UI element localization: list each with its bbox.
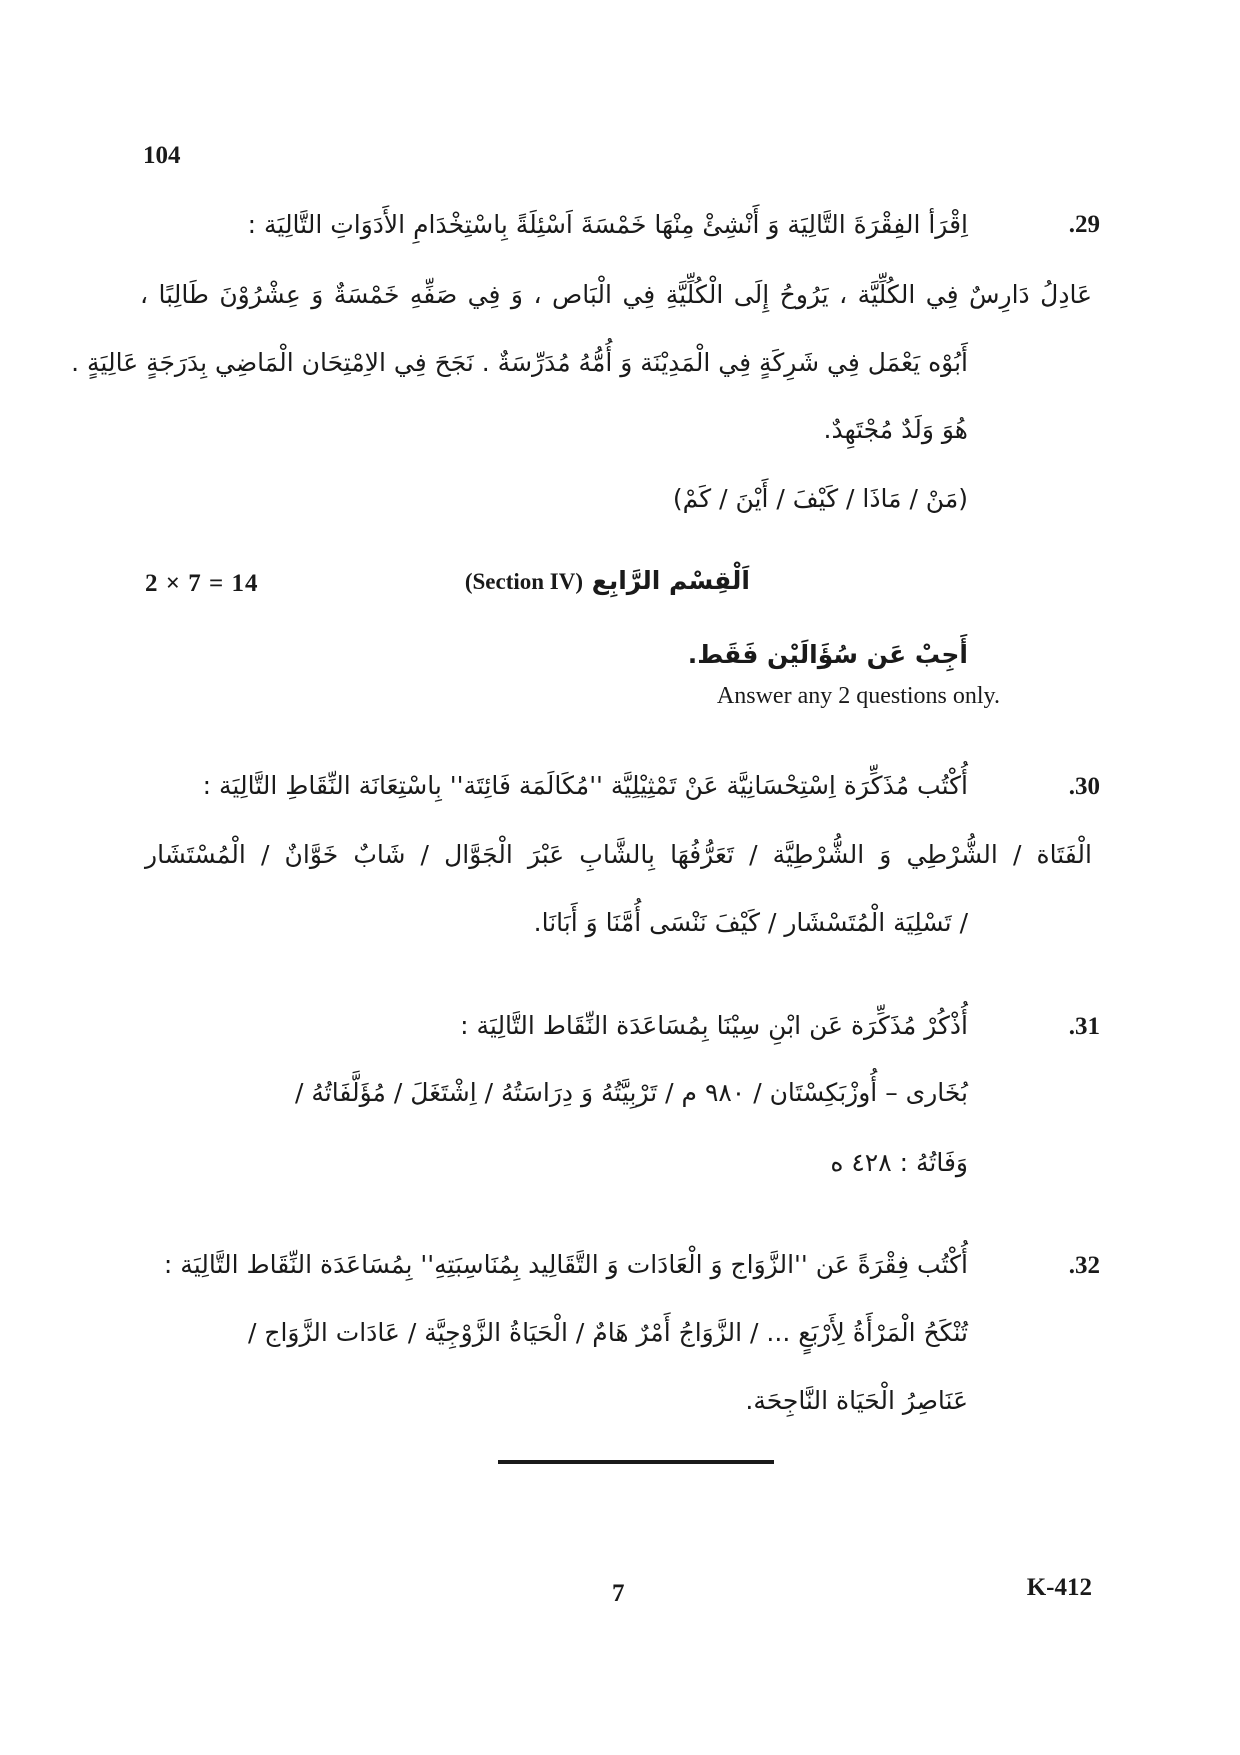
q30-prompt: أُكْتُب مُذَكِّرَة اِسْتِحْسَانِيَّة عَنْ تَمْثِيْلِيَّة ''مُكَالَمَة فَائِتَة'' بِاسْتِعَانَة النِّقَاطِ التَّالِيَة : xyxy=(202,771,968,800)
section-title xyxy=(465,566,750,595)
page-code: 104 xyxy=(143,142,181,169)
q32-prompt: أُكْتُب فِقْرَةً عَن ''الزَّوَاج وَ الْعَادَات وَ التَّقَالِيد بِمُنَاسِبَتِهِ'' بِمُسَاعَدَة النِّقَاط التَّالِيَة : xyxy=(163,1250,968,1279)
q30-line-1: الْفَتَاة / الشُّرْطِي وَ الشُّرْطِيَّة / تَعَرُّفُهَا بِالشَّابِ عَبْرَ الْجَوَّال / شَابٌ خَوَّانٌ / الْمُسْتَشَار xyxy=(145,840,1092,869)
q32-line-2: عَنَاصِرُ الْحَيَاة النَّاجِحَة. xyxy=(745,1386,968,1415)
section-marks: 2 × 7 = 14 xyxy=(145,570,259,597)
q31-line-1: بُخَارى – أُوزْبَكِسْتَان / ٩٨٠ م / تَرْبِيَّتُهُ وَ دِرَاسَتُهُ / اِشْتَغَلَ / مُؤَلَّفَاتُهُ / xyxy=(295,1078,968,1107)
question-number-32: .32 xyxy=(1068,1252,1100,1279)
question-number-29: .29 xyxy=(1068,211,1100,238)
section-instruction-en: Answer any 2 questions only. xyxy=(716,683,1000,709)
q29-tools: (مَنْ / مَاذَا / كَيْفَ / أَيْنَ / كَمْ) xyxy=(672,484,968,513)
section-instruction-ar: أَجِبْ عَن سُؤَالَيْن فَقَط. xyxy=(687,640,968,669)
q31-line-2: وَفَاتُهُ : ٤٢٨ ه xyxy=(830,1148,968,1177)
q29-line-3: هُوَ وَلَدٌ مُجْتَهِدٌ. xyxy=(823,415,968,444)
q32-line-1: تُنْكَحُ الْمَرْأَةُ لِأَرْبَعٍ ... / الزَّوَاجُ أَمْرٌ هَامٌ / الْحَيَاةُ الزَّوْجِيَّة / عَادَات الزَّوَاج / xyxy=(247,1318,968,1347)
question-number-31: .31 xyxy=(1068,1013,1100,1040)
question-number-30: .30 xyxy=(1068,773,1100,800)
q29-prompt: اِقْرَأ الفِقْرَةَ التَّالِيَة وَ أَنْشِئْ مِنْهَا خَمْسَةَ اَسْئِلَةً بِاسْتِخْدَامِ الأَدَوَاتِ التَّالِيَة : xyxy=(247,210,968,239)
q31-prompt: أُذْكُرْ مُذَكِّرَة عَن ابْنِ سِيْنَا بِمُسَاعَدَة النِّقَاط التَّالِيَة : xyxy=(460,1011,968,1040)
end-divider xyxy=(498,1460,774,1464)
section-title-ar: اَلْقِسْم الرَّابِع xyxy=(591,566,750,595)
q30-line-2: / تَسْلِيَة الْمُتَسْشَار / كَيْفَ نَنْسَى أُمَّنَا وَ أَبَانَا. xyxy=(533,908,968,937)
footer-page-number: 7 xyxy=(612,1580,625,1607)
q29-line-2: أَبُوْه يَعْمَل فِي شَرِكَةٍ فِي الْمَدِيْنَة وَ أُمُّهُ مُدَرِّسَةٌ . نَجَحَ فِي الاِمْتِحَان الْمَاضِي بِدَرَجَةٍ عَالِيَةٍ . xyxy=(71,348,968,377)
section-title-en: (Section IV) xyxy=(464,569,584,594)
q29-line-1: عَادِلُ دَارِسٌ فِي الكُلِّيَّة ، يَرُوحُ إِلَى الْكُلِّيَّةِ فِي الْبَاص ، وَ فِي صَفِّهِ خَمْسَةٌ وَ عِشْرُوْنَ طَالِبًا ، xyxy=(140,280,1092,309)
footer-paper-code: K-412 xyxy=(1026,1574,1092,1601)
